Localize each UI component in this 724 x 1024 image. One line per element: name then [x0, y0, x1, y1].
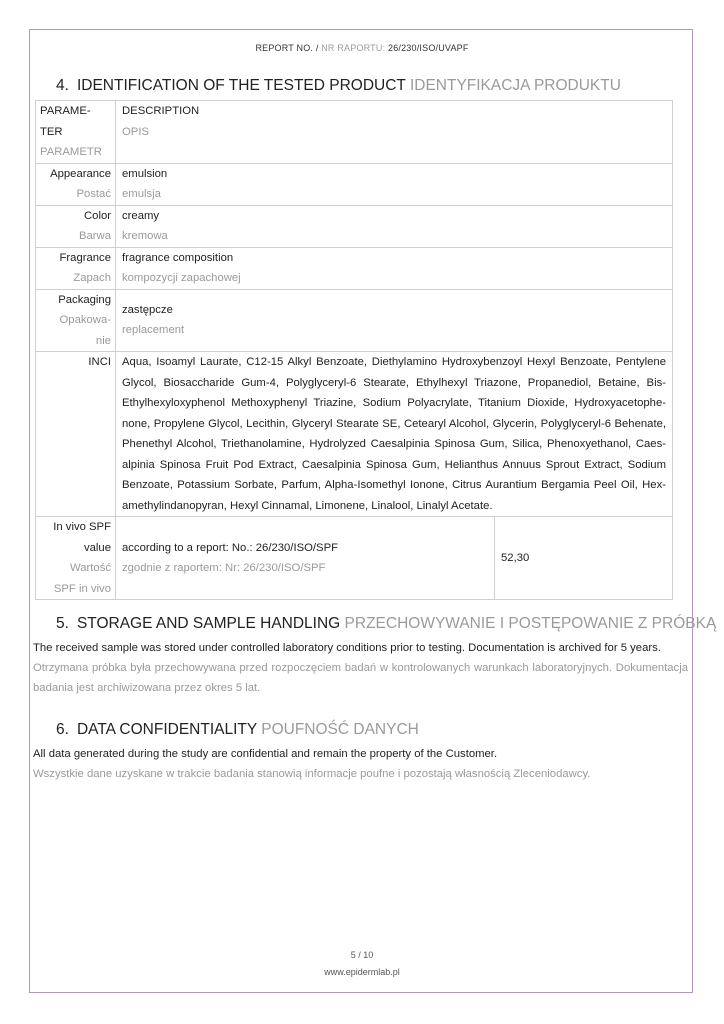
packaging-value-pl: replacement — [122, 324, 185, 337]
header-param-en-1: PARAME- — [40, 105, 91, 117]
table-row-fragrance — [36, 247, 673, 289]
spf-label — [36, 517, 116, 600]
header-desc-en: DESCRIPTION — [122, 105, 200, 117]
fragrance-label-en: Fragrance — [59, 251, 111, 264]
appearance-value — [116, 163, 673, 205]
storage-text-en: The received sample was stored under controlled laboratory conditions prior to testing. Documentation is archived for 5 years. — [33, 642, 661, 654]
section-title-pl: IDENTYFIKACJA PRODUKTU — [409, 77, 621, 94]
confidentiality-text-pl: Wszystkie dane uzyskane w trakcie badania stanowią informacje poufne i pozostają własnością Zleceniodawcy. — [33, 768, 591, 780]
color-value-en: creamy — [122, 209, 160, 222]
report-number: 26/230/ISO/UVAPF — [387, 43, 469, 53]
appearance-value-pl: emulsja — [122, 188, 161, 200]
section-number: 6. — [56, 721, 69, 738]
table-row-color — [36, 205, 673, 247]
fragrance-label-pl: Zapach — [73, 272, 111, 284]
appearance-label-pl: Postać — [76, 188, 111, 200]
table-row-spf — [36, 517, 673, 600]
confidentiality-paragraph — [33, 744, 688, 784]
inci-value: Aqua, Isoamyl Laurate, C12-15 Alkyl Benzoate, Diethylamino Hydroxybenzoyl Hexyl Benzoate, Pentylene Glycol, Biosaccharide Gum-4, Polyglyceryl-6 Stearate, Ethylhexyl Triazone, Propanediol, Betaine, Bis-Ethylhexyloxyphenol Methoxyphenyl Triazine, Sodium Polyacrylate, Titanium Dioxide, Hydroxyacetophenone, Propylene Glycol, Lecithin, Glyceryl Stearate SE, Cetearyl Alcohol, Glycerin, Polyglyceryl-6 Behenate, Phenethyl Alcohol, Triethanolamine, Hydrolyzed Caesalpinia Spinosa Gum, Silica, Phenoxyethanol, Caesalpinia Spinosa Fruit Pod Extract, Caesalpinia Spinosa Gum, Helianthus Annuus Sprout Extract, Sodium Benzoate, Potassium Sorbate, Parfum, Alpha-Isomethyl Ionone, Citrus Aurantium Bergamia Peel Oil, Hexamethylindanopyran, Hexyl Cinnamal, Limonene, Linalool, Linalyl Acetate. — [116, 352, 673, 517]
confidentiality-text-en: All data generated during the study are confidential and remain the property of the Customer. — [33, 748, 498, 760]
packaging-value-en: zastępcze — [122, 303, 173, 316]
spf-label-pl-1: Wartość — [69, 562, 111, 574]
packaging-value — [116, 289, 673, 352]
footer-website: www.epidermlab.pl — [324, 967, 400, 977]
header-param-en-2: TER — [40, 125, 63, 138]
table-row-packaging — [36, 289, 673, 352]
color-label — [36, 205, 116, 247]
table-row-appearance — [36, 163, 673, 205]
header-description-cell — [116, 101, 673, 164]
spf-label-pl-2: SPF in vivo — [53, 582, 111, 595]
packaging-label — [36, 289, 116, 352]
color-value-pl: kremowa — [122, 230, 168, 242]
storage-text-pl: Otrzymana próbka była przechowywana przed rozpoczęciem badań w kontrolowanych warunkach laboratoryjnych. Dokumentacja badania jest archiwizowana przez okres 5 lat. — [33, 662, 688, 694]
report-label-pl: NR RAPORTU: — [321, 43, 386, 53]
spf-description — [116, 517, 495, 600]
spf-value — [495, 517, 673, 600]
spf-description-en: according to a report: No.: 26/230/ISO/SPF — [122, 541, 339, 554]
appearance-label-en: Appearance — [50, 167, 111, 180]
section-title-pl: POUFNOŚĆ DANYCH — [261, 721, 419, 738]
section-number: 4. — [56, 77, 69, 94]
section-4-title — [56, 77, 621, 95]
color-label-pl: Barwa — [78, 230, 111, 242]
product-identification-table — [35, 100, 673, 600]
header-parameter-cell — [36, 101, 116, 164]
spf-label-en-1: In vivo SPF — [53, 521, 111, 533]
table-header-row — [36, 101, 673, 164]
appearance-value-en: emulsion — [122, 167, 168, 180]
fragrance-value-pl: kompozycji zapachowej — [122, 272, 241, 284]
header-param-pl: PARAMETR — [40, 146, 102, 158]
fragrance-value-en: fragrance composition — [122, 251, 234, 264]
appearance-label — [36, 163, 116, 205]
page-number: 5 / 10 — [350, 950, 374, 960]
spf-label-en-2: value — [83, 541, 111, 554]
packaging-label-pl-1: Opakowa- — [59, 314, 111, 326]
inci-label-text: INCI — [88, 356, 111, 368]
section-title-en: STORAGE AND SAMPLE HANDLING — [76, 615, 341, 632]
header-desc-pl: OPIS — [122, 125, 149, 138]
storage-paragraph — [33, 638, 688, 698]
report-label-en: REPORT NO. / — [255, 43, 319, 53]
table-row-inci — [36, 352, 673, 517]
color-value — [116, 205, 673, 247]
section-title-en: DATA CONFIDENTIALITY — [76, 721, 257, 738]
spf-description-pl: zgodnie z raportem: Nr: 26/230/ISO/SPF — [122, 562, 326, 574]
inci-label — [36, 352, 116, 517]
section-title-pl: PRZECHOWYWANIE I POSTĘPOWANIE Z PRÓBKĄ — [344, 615, 717, 632]
packaging-label-pl-2: nie — [95, 334, 111, 347]
report-number-header — [0, 43, 724, 53]
section-6-title — [56, 721, 419, 739]
color-label-en: Color — [84, 209, 111, 222]
spf-value-text: 52,30 — [501, 551, 530, 564]
section-title-en: IDENTIFICATION OF THE TESTED PRODUCT — [76, 77, 406, 94]
packaging-label-en: Packaging — [58, 293, 111, 306]
section-number: 5. — [56, 615, 69, 632]
section-5-title — [56, 615, 716, 633]
fragrance-value — [116, 247, 673, 289]
fragrance-label — [36, 247, 116, 289]
